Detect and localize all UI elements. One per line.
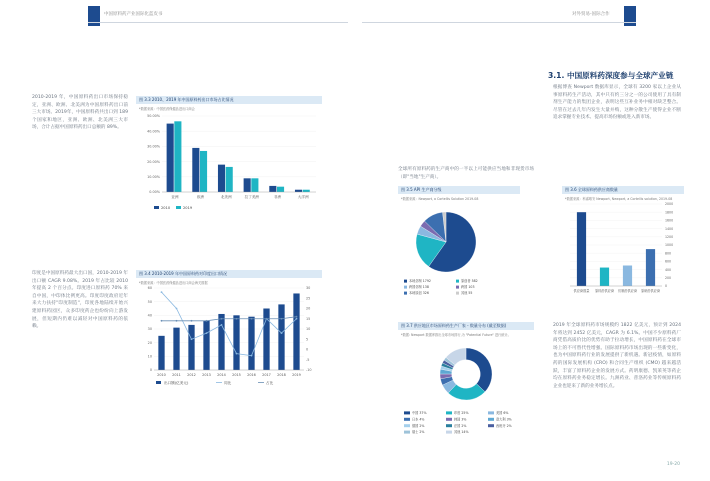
legend-label: 出口额(亿美元)	[164, 381, 189, 385]
point-占比	[206, 320, 208, 322]
point-占比	[191, 320, 193, 322]
bar-原料药供应商	[600, 268, 609, 286]
point-占比	[236, 318, 238, 320]
figure-source: *数据来源：中国医药保健品进出口商会	[139, 107, 195, 111]
legend-label: 同比	[224, 381, 232, 385]
y2-tick-label: 10	[306, 327, 311, 332]
bar-export-2017	[263, 309, 269, 371]
legend-swatch	[488, 418, 494, 421]
chart-export-market-share	[136, 96, 322, 220]
x-tick-label: 欧洲	[196, 195, 205, 199]
bar-2019-北美洲	[226, 167, 233, 192]
legend-swatch	[446, 411, 452, 414]
y-tick-label: 1200	[665, 235, 674, 239]
bar-export-2016	[248, 317, 254, 370]
legend-swatch	[156, 381, 161, 384]
header-left-bar	[88, 6, 100, 26]
legend-swatch	[154, 206, 159, 209]
legend-label: 韩国 3%	[454, 417, 467, 422]
legend-label: 德国 2%	[412, 423, 425, 428]
y-tick-label: 1600	[665, 218, 674, 223]
legend-swatch	[488, 411, 494, 414]
y-tick-label: 40	[147, 313, 152, 318]
y-tick-label: 20	[147, 340, 152, 345]
y2-tick-label: -10	[306, 368, 312, 373]
x-tick-label: 2017	[262, 373, 271, 377]
left-paragraph-1: 2010-2019 年，中国原料药出口市场保持稳定，亚洲、欧洲、北美洲为中国原料药出口前三大市场。2019年，中国原料药共出口到 189 个国家和地区，亚洲、欧洲、北美洲三大市场，合计占据中国原料药出口总额的 89%。	[32, 95, 128, 131]
legend-swatch	[456, 292, 459, 295]
x-tick-label: 2011	[172, 373, 181, 377]
legend-swatch	[176, 206, 181, 209]
y-tick-label: 60	[147, 286, 152, 291]
figure-title: 图 3.6 全球原料药供应商数量	[562, 186, 684, 194]
y-tick-label: 1800	[665, 210, 674, 215]
point-同比	[251, 355, 253, 357]
figure-india-export	[136, 270, 322, 394]
right-paragraph-1: 根据博查 Newport 数据库显示，全球有 3200 家以上企业从事原料药生产活动，其中只有约三分之一的公司使用了具有制剂生产能力的集团企业，表明这些互补业务中相对缺乏整合。尽管在过去几年内发生大量并购，这种分散生产使得企业不断追求掌握专业技术、提高市场份额或进入新市场。	[553, 85, 681, 121]
legend-swatch	[404, 424, 410, 427]
y2-tick-label: 15	[306, 316, 311, 321]
legend-swatch	[404, 286, 407, 289]
bar-供应商数量	[577, 212, 586, 286]
figure-source: *数据: Newport 数据库推出全球市场排行,为 "Potential Future" 进行统计。	[401, 333, 511, 337]
x-tick-label: 2014	[217, 373, 226, 377]
legend-label: 日本 4%	[412, 417, 425, 422]
y-tick-label: 10.00%	[147, 175, 160, 179]
y-tick-label: 50.00%	[147, 114, 160, 119]
y-tick-label: 0.00%	[149, 190, 160, 195]
figure-source: *数据来源：Newport, a Cortellis Solution 2019-08	[401, 197, 479, 201]
legend-label: 其他 14%	[454, 430, 469, 435]
figure-export-market-share	[136, 96, 322, 220]
y-tick-label: 10	[147, 354, 152, 359]
y-tick-label: 40.00%	[147, 129, 160, 134]
header-right-title: 对外贸易-国际合作	[572, 12, 610, 17]
x-tick-label: 仿制药供应商	[617, 289, 638, 293]
figure-api-producer-tiers	[398, 186, 520, 306]
y-tick-label: 20.00%	[147, 159, 160, 164]
legend-swatch	[456, 286, 459, 289]
legend-label: 瑞士 2%	[412, 430, 425, 435]
legend-label: 印度 25%	[454, 411, 469, 415]
legend-label: 美国 6%	[496, 411, 509, 415]
figure-title: 图 3.7 供应地区市场原料药生产厂家 - 数量分布 (截至数据)	[398, 322, 534, 330]
point-同比	[191, 338, 193, 340]
y2-tick-label: 5	[306, 337, 309, 342]
y-tick-label: 0	[149, 368, 152, 373]
bar-2019-欧洲	[200, 151, 207, 192]
figure-title: 图 3.4 2010-2019 年中国原料药对印度出口情况	[136, 270, 322, 278]
legend-swatch	[488, 424, 494, 427]
bar-2019-亚洲	[174, 121, 181, 192]
middle-paragraph: 全球所有原料药的生产商中的一半以上可能供应当地和非现货市场（即"当地"生产商）。	[398, 167, 534, 180]
legend-swatch	[446, 418, 452, 421]
header-left-title: 中国原料药产业国际化蓝皮书	[104, 12, 163, 17]
page-number: 19-20	[666, 462, 680, 467]
figure-source: *数据来源：科睿唯安 Newport, Newport, a Cortellis solution, 2019-08	[565, 197, 673, 201]
bar-2010-北美洲	[218, 165, 225, 192]
legend-swatch	[404, 431, 410, 434]
bar-export-2012	[188, 325, 194, 370]
legend-swatch	[404, 292, 407, 295]
legend-label: 法国 2%	[454, 423, 467, 428]
legend-label: 意大利 3%	[496, 417, 512, 422]
bar-export-2010	[158, 336, 164, 370]
x-tick-label: 原研药供应商	[640, 289, 661, 293]
point-占比	[251, 318, 253, 320]
legend-swatch	[446, 431, 452, 434]
figure-source: *数据来源：中国医药保健品进出口商会海关数据	[139, 281, 208, 285]
y-tick-label: 600	[665, 259, 672, 264]
legend-swatch	[404, 411, 410, 414]
x-tick-label: 原料药供应商	[594, 289, 615, 293]
section-title: 3.1. 中国原料药深度参与全球产业链	[548, 71, 674, 80]
chart-api-producer-tiers	[398, 186, 520, 306]
legend-label: 2010	[161, 206, 171, 210]
bar-export-2019	[293, 293, 299, 370]
legend-label: 占比	[266, 381, 274, 385]
chart-india-export	[136, 270, 322, 394]
figure-manufacturer-distribution	[398, 322, 534, 446]
point-同比	[176, 308, 178, 310]
donut-slice-中国	[466, 348, 492, 392]
bar-原研药供应商	[646, 249, 655, 286]
x-tick-label: 大洋洲	[297, 195, 309, 199]
bar-2010-拉丁美洲	[244, 178, 251, 192]
x-tick-label: 2019	[292, 373, 301, 377]
y-tick-label: 1000	[665, 243, 674, 248]
bar-export-2015	[233, 315, 239, 370]
figure-global-api-suppliers	[562, 186, 684, 306]
chart-manufacturer-distribution	[398, 322, 534, 446]
figure-title: 图 3.3 2010、2019 年中国原料药出口市场占比情况	[136, 96, 322, 104]
left-paragraph-2: 印度是中国原料药最大出口国，2010-2019 年出口额 CAGR 9.08%。2019 年占比较 2010 年提高 2 个百分点。印度进口原料药 70% 来自中国，中印体比例更高。印度印度政府近年来大力扶持"印度制造"，印度各地陆续开始兴建原料药园区，众多印度药企也纷纷向上游发展，但短期内仍难以减轻对中国原料药的依赖。	[32, 271, 128, 330]
right-paragraph-2: 2019 年全球原料药市场规模约 1822 亿美元，预计到 2024 年将达到 2452 亿美元，CAGR 为 6.1%。中国不少原料药厂商凭借高质价比的优势有助于拉动增长，中国原料药在全球市场上的不可替代性增强。国际原料药市场出现的一些新变化，也为中国原料药行业的发展提供了新机遇。新冠疫情，如原料药的国际发展机构 (CRO) 和合同生产组织 (CMO) 越来越活跃，丰富了原料药企业的发展方式。药明康德、凯莱英等药企均在原料药业务稳定增长。九洲药业、普洛药业等传统原料药企业也迎来了新的业务增长点。	[553, 323, 681, 389]
bar-export-2014	[218, 314, 224, 370]
point-占比	[161, 320, 163, 322]
point-占比	[266, 318, 268, 320]
x-tick-label: 2013	[202, 373, 211, 377]
bar-2019-拉丁美洲	[251, 178, 258, 192]
bar-2010-欧洲	[192, 148, 199, 192]
y-tick-label: 800	[665, 251, 672, 256]
x-tick-label: 2012	[187, 373, 196, 377]
x-tick-label: 拉丁美洲	[244, 195, 260, 199]
bar-2010-亚洲	[167, 124, 174, 192]
legend-label: 中国 37%	[412, 411, 427, 415]
y2-tick-label: 0	[306, 347, 309, 352]
legend-label: 本地仿制 1792	[409, 279, 431, 283]
y-tick-label: 0	[665, 284, 668, 289]
legend-swatch	[446, 424, 452, 427]
legend-label: 跨国 103	[461, 285, 475, 289]
x-tick-label: 北美洲	[220, 195, 232, 199]
y2-tick-label: -5	[306, 357, 310, 362]
legend-label: 2019	[183, 206, 193, 210]
header-right-rule	[362, 22, 636, 23]
bar-2019-非洲	[277, 187, 284, 192]
point-同比	[161, 291, 163, 293]
legend-label: 跨国仿制 138	[409, 285, 429, 289]
legend-swatch	[404, 280, 407, 283]
bar-2019-大洋洲	[303, 190, 310, 192]
legend-label: 其他 55	[461, 291, 473, 295]
point-同比	[206, 332, 208, 334]
bar-2010-大洋洲	[295, 190, 302, 192]
legend-swatch	[404, 418, 410, 421]
chart-global-api-suppliers	[562, 186, 684, 306]
bar-export-2018	[278, 304, 284, 370]
y-tick-label: 30	[147, 327, 152, 332]
bar-2010-非洲	[269, 186, 276, 192]
y2-tick-label: 30	[306, 286, 311, 291]
point-同比	[221, 324, 223, 326]
x-tick-label: 2016	[247, 373, 256, 377]
y2-tick-label: 20	[306, 306, 311, 311]
x-tick-label: 非洲	[273, 195, 282, 199]
y-tick-label: 1400	[665, 226, 674, 231]
y-tick-label: 400	[665, 267, 672, 272]
y-tick-label: 50	[147, 299, 152, 304]
x-tick-label: 2018	[277, 373, 286, 377]
point-占比	[296, 316, 298, 318]
point-占比	[281, 318, 283, 320]
x-tick-label: 2015	[232, 373, 241, 377]
legend-label: 本地原创 326	[409, 291, 429, 295]
point-同比	[236, 353, 238, 355]
header-left-rule	[88, 22, 348, 23]
x-tick-label: 2010	[157, 373, 166, 377]
x-tick-label: 亚洲	[171, 195, 179, 199]
legend-label: 西班牙 2%	[496, 423, 512, 428]
figure-title: 图 3.5 API 生产商分级	[398, 186, 520, 194]
y-tick-label: 2000	[665, 202, 674, 207]
legend-label: 原创者 582	[461, 279, 478, 283]
point-同比	[296, 318, 298, 320]
y-tick-label: 200	[665, 276, 672, 280]
bar-export-2013	[203, 321, 209, 370]
point-占比	[221, 318, 223, 320]
x-tick-label: 供应商数量	[573, 289, 590, 293]
legend-swatch	[456, 280, 459, 283]
bar-仿制药供应商	[623, 266, 632, 287]
y-tick-label: 30.00%	[147, 144, 160, 149]
bar-export-2011	[173, 328, 179, 370]
point-占比	[176, 320, 178, 322]
point-同比	[281, 332, 283, 334]
header-right-bar	[624, 6, 636, 26]
y2-tick-label: 25	[306, 296, 311, 301]
